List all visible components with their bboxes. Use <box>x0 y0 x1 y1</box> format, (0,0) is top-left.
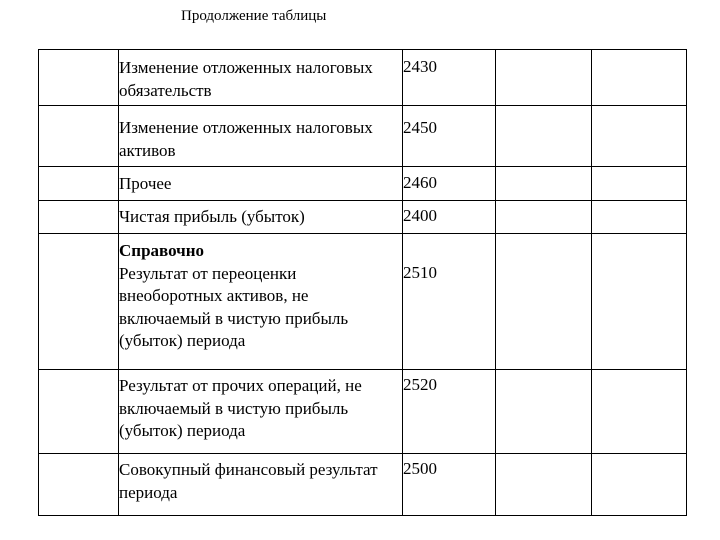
indicator-name-cell <box>119 201 403 234</box>
indicator-name-cell <box>119 234 403 370</box>
reference-heading: Справочно <box>119 241 205 260</box>
value-cell <box>592 201 687 234</box>
value-cell <box>592 106 687 167</box>
indicator-code-cell <box>403 50 496 106</box>
indicator-code-cell <box>403 370 496 454</box>
indicator-name-cell <box>119 370 403 454</box>
indicator-name: Изменение отложенных налоговых активов <box>119 118 373 160</box>
indicator-code: 2520 <box>403 375 437 394</box>
table-row <box>39 106 687 167</box>
indicator-name: Прочее <box>119 174 172 193</box>
table-row <box>39 201 687 234</box>
value-cell <box>592 50 687 106</box>
financial-results-table <box>38 49 687 516</box>
blank-cell <box>39 167 119 201</box>
indicator-name: Совокупный финансовый результат периода <box>119 460 378 502</box>
indicator-code-cell <box>403 234 496 370</box>
indicator-code: 2510 <box>403 263 437 282</box>
indicator-name: Результат от прочих операций, не включаемый в чистую прибыль (убыток) периода <box>119 376 362 440</box>
indicator-code: 2460 <box>403 173 437 192</box>
blank-cell <box>39 234 119 370</box>
value-cell <box>592 370 687 454</box>
value-cell <box>496 50 592 106</box>
indicator-name-cell <box>119 50 403 106</box>
indicator-code-cell <box>403 454 496 516</box>
value-cell <box>496 106 592 167</box>
indicator-code: 2430 <box>403 57 437 76</box>
value-cell <box>496 234 592 370</box>
indicator-code: 2500 <box>403 459 437 478</box>
value-cell <box>496 454 592 516</box>
indicator-code-cell <box>403 167 496 201</box>
blank-cell <box>39 106 119 167</box>
table-row <box>39 234 687 370</box>
value-cell <box>496 370 592 454</box>
table-row <box>39 454 687 516</box>
indicator-code: 2450 <box>403 118 437 137</box>
value-cell <box>496 201 592 234</box>
table-row <box>39 50 687 106</box>
table-caption: Продолжение таблицы <box>181 8 327 24</box>
value-cell <box>592 454 687 516</box>
indicator-name: Чистая прибыль (убыток) <box>119 207 305 226</box>
value-cell <box>592 167 687 201</box>
indicator-code-cell <box>403 106 496 167</box>
table-row <box>39 167 687 201</box>
indicator-name-cell <box>119 167 403 201</box>
indicator-name: Изменение отложенных налоговых обязательств <box>119 58 373 100</box>
table-row <box>39 370 687 454</box>
value-cell <box>496 167 592 201</box>
indicator-name-cell <box>119 106 403 167</box>
value-cell <box>592 234 687 370</box>
indicator-code-cell <box>403 201 496 234</box>
blank-cell <box>39 201 119 234</box>
indicator-code: 2400 <box>403 206 437 225</box>
blank-cell <box>39 370 119 454</box>
blank-cell <box>39 454 119 516</box>
blank-cell <box>39 50 119 106</box>
indicator-name-cell <box>119 454 403 516</box>
indicator-name: Результат от переоценки внеоборотных активов, не включаемый в чистую прибыль (убыток) периода <box>119 263 349 350</box>
